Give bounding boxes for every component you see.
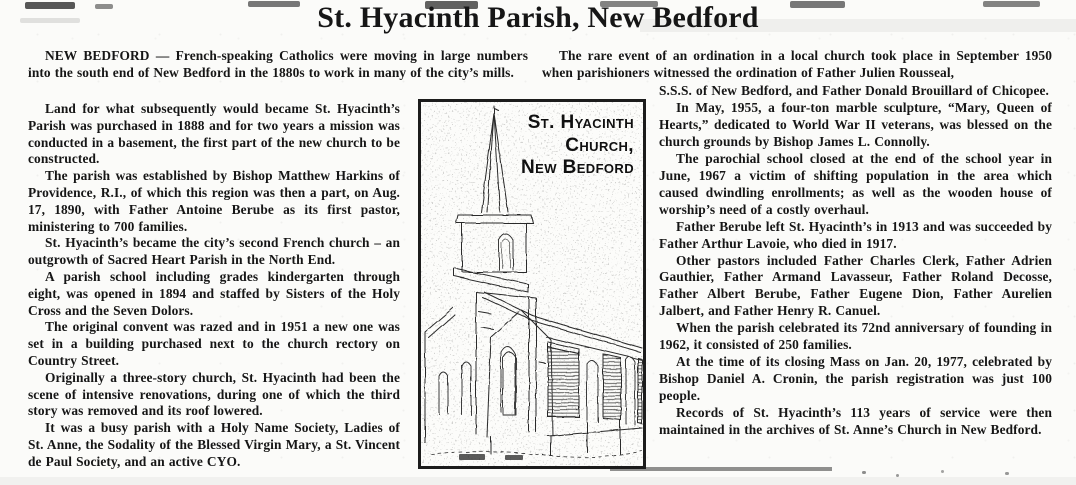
paragraph: The original convent was razed and in 1951 a new one was set in a building purchased next to the church rectory on Country Street. xyxy=(28,319,400,368)
figure-caption-line: Church, xyxy=(565,134,634,156)
article-title: St. Hyacinth Parish, New Bedford xyxy=(317,1,759,34)
left-column xyxy=(28,101,400,473)
left-column-intro xyxy=(28,47,528,82)
right-column-intro xyxy=(542,47,1052,82)
figure-caption-line: New Bedford xyxy=(521,157,634,178)
paragraph: At the time of its closing Mass on Jan. 20, 1977, celebrated by Bishop Daniel A. Cronin, the parish registration was just 100 people. xyxy=(659,354,1052,404)
figure-caption xyxy=(521,112,634,180)
paragraph: Land for what subsequently would became St. Hyacinth’s Parish was purchased in 1888 and for two years a mission was conducted in a basement, the first part of the new church to be constructed. xyxy=(28,101,400,167)
paragraph: Records of St. Hyacinth’s 113 years of service were then maintained in the archives of St. Anne’s Church in New Bedford. xyxy=(659,405,1052,438)
paragraph-left-intro: NEW BEDFORD — French-speaking Catholics were moving in large numbers into the south end of New Bedford in the 1880s to work in many of the city’s mills. xyxy=(28,48,528,81)
church-figure xyxy=(418,99,646,469)
right-column xyxy=(659,83,1052,477)
figure-caption-line: St. Hyacinth xyxy=(527,112,634,133)
paragraph: The parish was established by Bishop Matthew Harkins of Providence, R.I., of which this region was then a part, on Aug. 17, 1890, with Father Antoine Berube as its first pastor, ministering to 700 families. xyxy=(28,168,400,234)
paragraph: St. Hyacinth’s became the city’s second French church – an outgrowth of Sacred Heart Parish in the North End. xyxy=(28,235,400,268)
paragraph: Originally a three-story church, St. Hyacinth had been the scene of intensive renovations, during one of which the third story was removed and its roof lowered. xyxy=(28,369,400,419)
paragraph-right-intro-continued: S.S.S. of New Bedford, and Father Donald Brouillard of Chicopee. xyxy=(659,83,1049,98)
paragraph: It was a busy parish with a Holy Name Society, Ladies of St. Anne, the Sodality of the Blessed Virgin Mary, a St. Vincent de Paul Society, and an active CYO. xyxy=(28,420,400,469)
paragraph: Other pastors included Father Charles Clerk, Father Adrien Gauthier, Father Armand Lavasseur, Father Roland Decosse, Father Albert Berube, Father Eugene Dion, Father Aurelien Jalbert, and Father Henry R. Canuel. xyxy=(659,252,1052,319)
paragraph: In May, 1955, a four-ton marble sculpture, “Mary, Queen of Hearts,” dedicated to World War II veterans, was blessed on the church grounds by Bishop James L. Connolly. xyxy=(659,99,1052,149)
paragraph: A parish school including grades kindergarten through eight, was opened in 1894 and staffed by Sisters of the Holy Cross and the Seven Dolors. xyxy=(28,268,400,318)
paragraph: Father Berube left St. Hyacinth’s in 1913 and was succeeded by Father Arthur Lavoie, who died in 1917. xyxy=(659,218,1052,251)
paragraph: The parochial school closed at the end of the school year in June, 1967 a victim of shifting population in the area which caused dwindling enrollments; as well as the wooden house of worship’s need of a costly overhaul. xyxy=(659,150,1052,217)
paragraph: When the parish celebrated its 72nd anniversary of founding in 1962, it consisted of 250 families. xyxy=(659,320,1052,353)
scan-artifact xyxy=(0,477,1076,485)
paragraph-right-intro: The rare event of an ordination in a local church took place in September 1950 when parishioners witnessed the ordination of Father Julien Rousseal, xyxy=(542,48,1052,81)
